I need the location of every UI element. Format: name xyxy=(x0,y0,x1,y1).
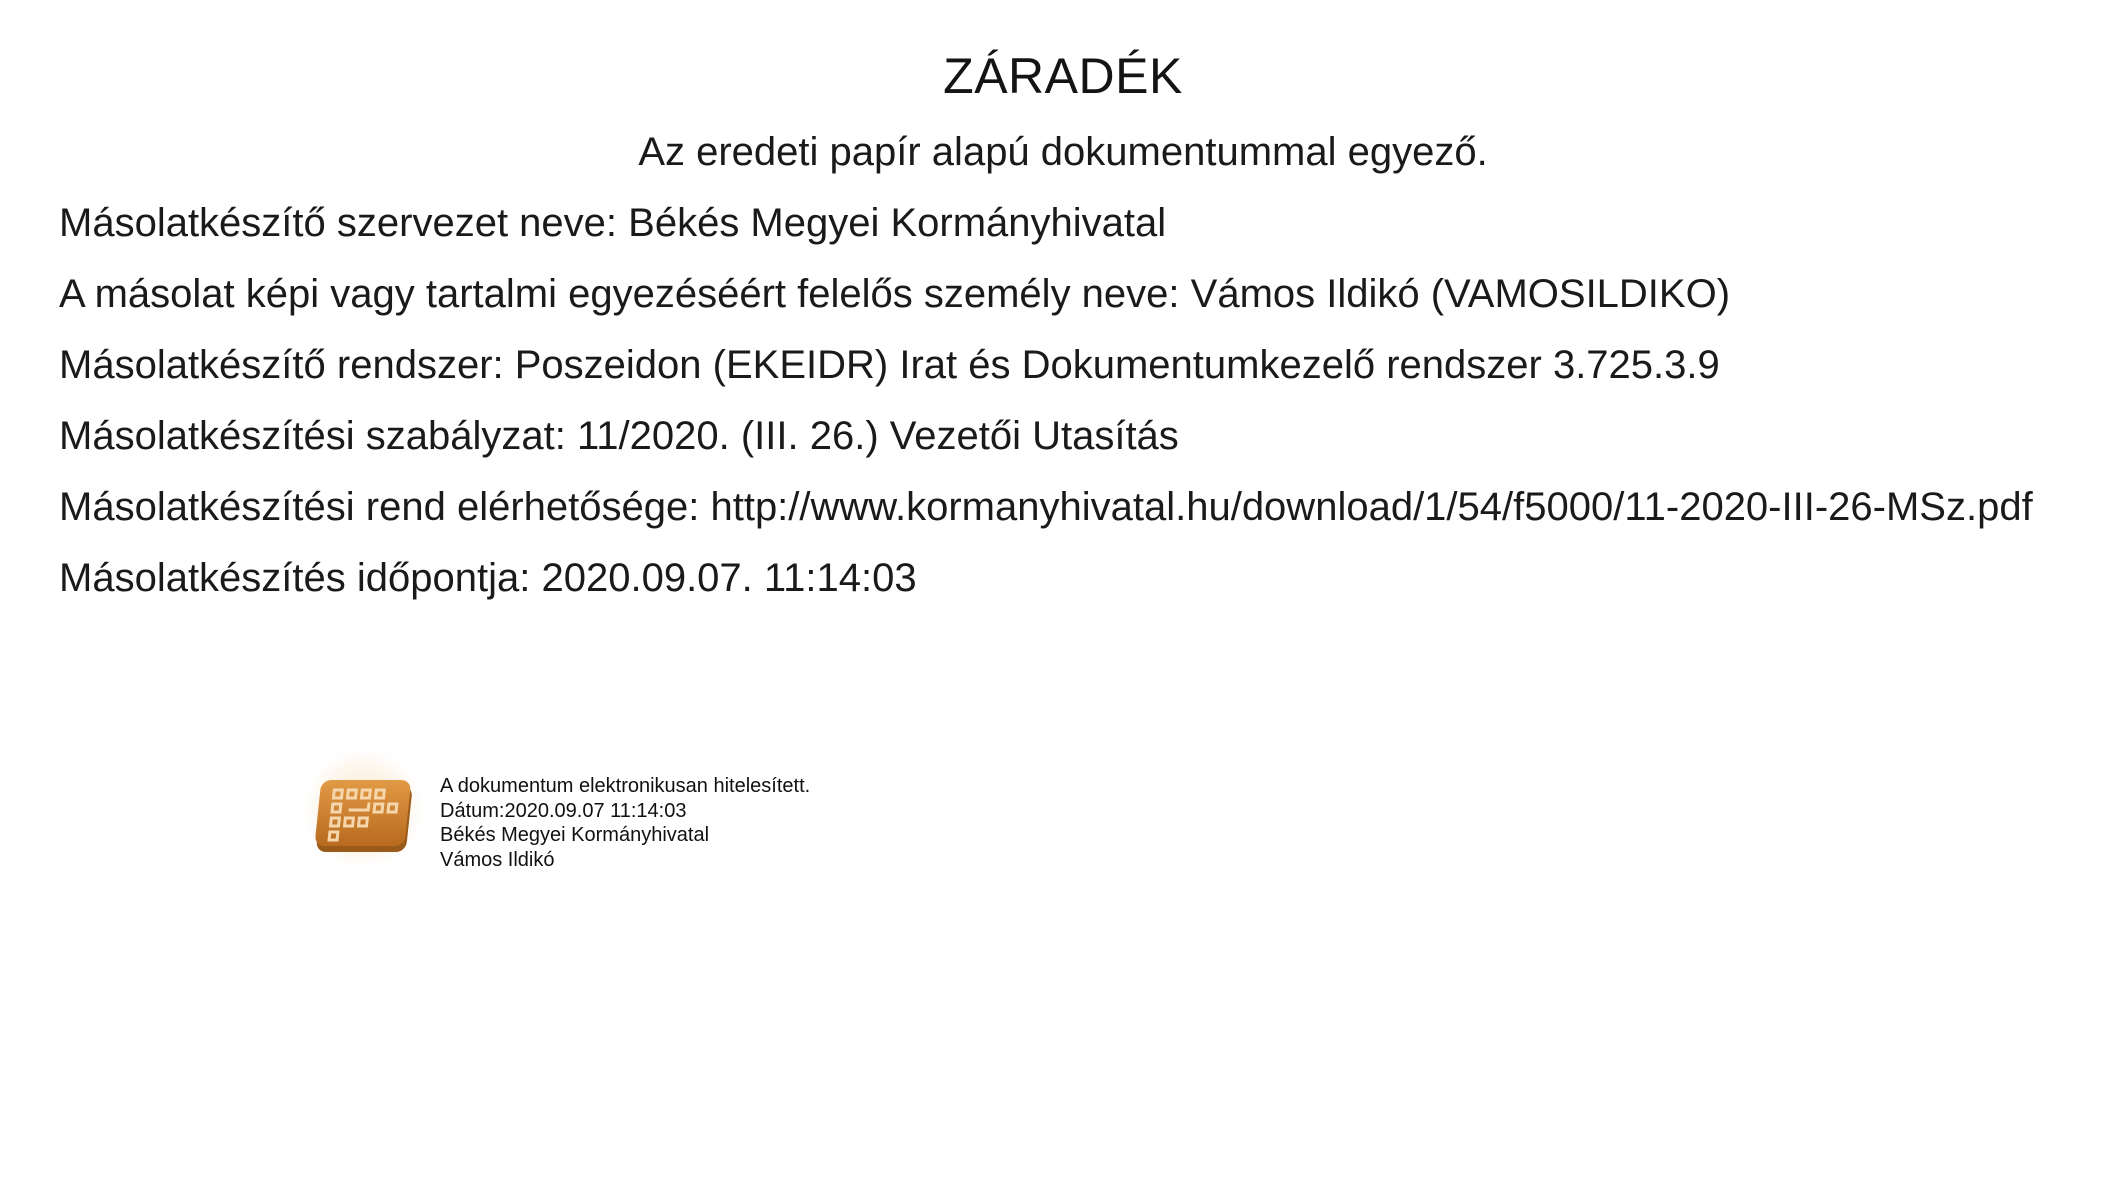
document-title: ZÁRADÉK xyxy=(943,48,1183,104)
organization-line: Másolatkészítő szervezet neve: Békés Megyei Kormányhivatal xyxy=(59,201,1167,245)
copy-system-line: Másolatkészítő rendszer: Poszeidon (EKEIDR) Irat és Dokumentumkezelő rendszer 3.725.3.9 xyxy=(59,343,1720,387)
signature-status-line: A dokumentum elektronikusan hitelesített. xyxy=(440,775,811,797)
e-signature-seal-icon xyxy=(298,744,428,874)
signature-organization-line: Békés Megyei Kormányhivatal xyxy=(440,824,710,846)
copy-timestamp-line: Másolatkészítés időpontja: 2020.09.07. 11:14:03 xyxy=(59,556,917,600)
copy-policy-line: Másolatkészítési szabályzat: 11/2020. (III. 26.) Vezetői Utasítás xyxy=(59,414,1179,458)
signature-info xyxy=(440,774,810,872)
document-subtitle: Az eredeti papír alapú dokumentummal egyező. xyxy=(638,130,1488,174)
signature-person-line: Vámos Ildikó xyxy=(440,848,555,871)
responsible-person-line: A másolat képi vagy tartalmi egyezéséért felelős személy neve: Vámos Ildikó (VAMOSILDIKO) xyxy=(59,272,1731,316)
signature-date-line: Dátum:2020.09.07 11:14:03 xyxy=(440,799,687,822)
copy-policy-url-line: Másolatkészítési rend elérhetősége: http://www.kormanyhivatal.hu/download/1/54/f5000/11-2020-III-26-MSz.pdf xyxy=(59,485,2033,529)
